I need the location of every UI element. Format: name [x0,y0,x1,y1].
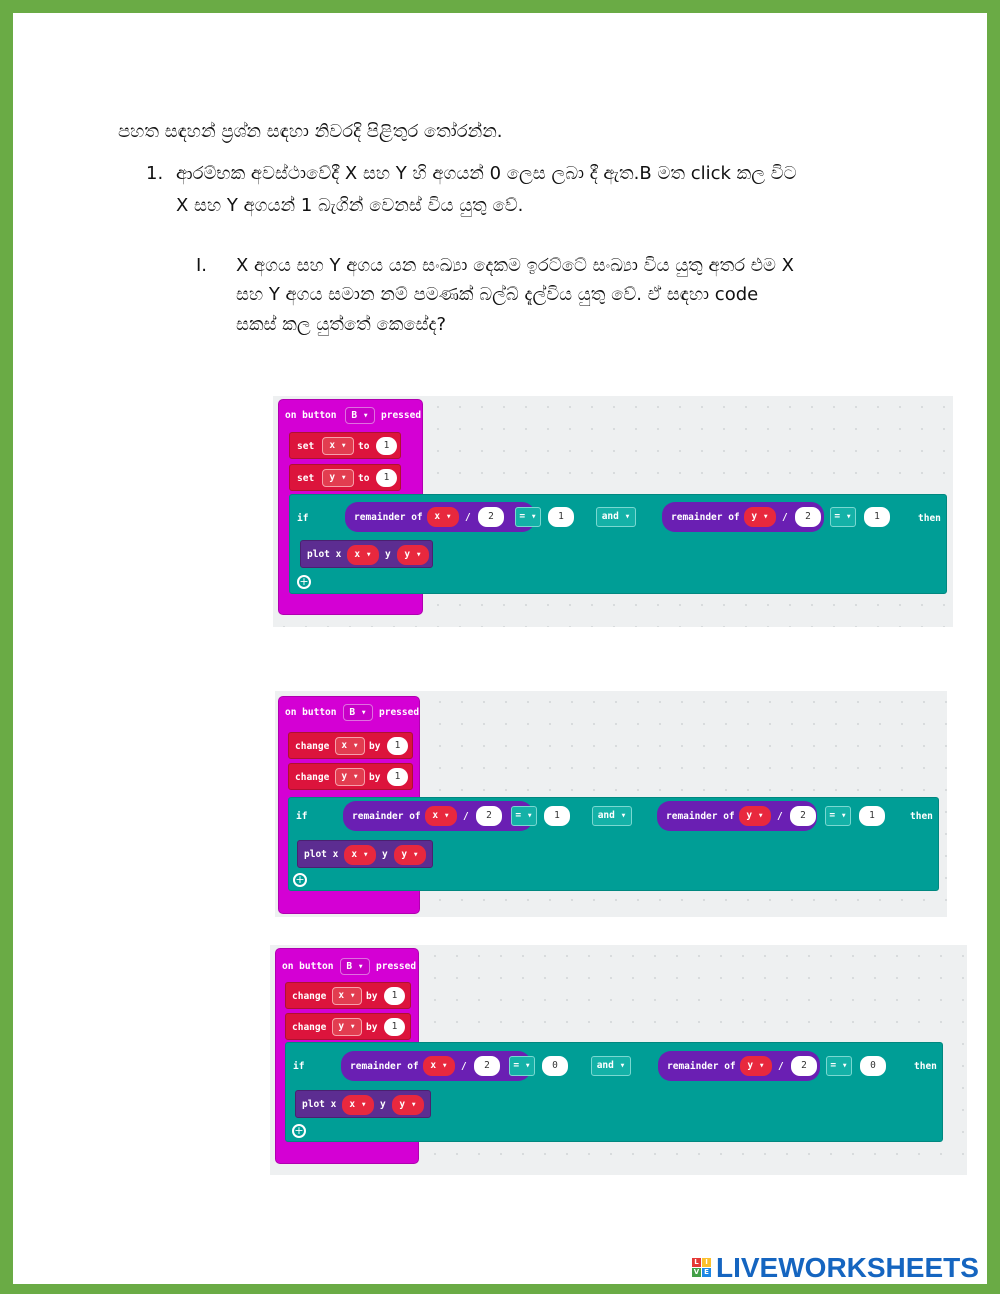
divide-operator: / [465,512,471,523]
and-operator: and [596,1060,614,1071]
variable-value: x [432,810,439,821]
if-keyword: if [293,1061,305,1072]
equals-operator: = [513,1060,520,1071]
variable-dropdown[interactable]: x ▾ [335,737,365,755]
divisor-input[interactable]: 2 [790,806,816,826]
variable-dropdown[interactable]: y ▾ [739,806,771,826]
add-else-icon[interactable]: + [292,1124,306,1138]
statement-block-1 [289,432,401,459]
statement-verb: set [297,473,315,484]
result-input[interactable]: 1 [548,507,574,527]
variable-dropdown[interactable]: y ▾ [392,1095,424,1115]
variable-dropdown[interactable]: x ▾ [423,1056,455,1076]
value-input[interactable]: 1 [376,469,397,487]
variable-value: x [434,511,441,522]
and-operator: and [601,511,619,522]
button-dropdown[interactable]: B ▾ [343,704,373,721]
divisor-input[interactable]: 2 [791,1056,817,1076]
if-keyword: if [297,513,309,524]
variable-value: x [338,990,345,1001]
event-label: on button [282,961,334,972]
remainder-label: remainder of [667,1061,736,1072]
variable-value: x [349,1099,356,1110]
variable-dropdown[interactable]: x ▾ [332,987,362,1005]
variable-dropdown[interactable]: x ▾ [342,1095,374,1115]
variable-value: y [329,472,336,483]
variable-dropdown[interactable]: y ▾ [332,1018,362,1036]
and-dropdown[interactable]: and ▾ [592,806,632,826]
statement-verb: change [295,741,330,752]
question-line-2: X සහ Y අගයන් 1 බැගින් වෙනස් විය යුතු වේ. [176,195,524,216]
variable-value: y [404,549,411,560]
button-dropdown[interactable]: B ▾ [345,407,375,424]
variable-dropdown[interactable]: x ▾ [322,437,354,455]
value-input[interactable]: 1 [384,987,405,1005]
subquestion-line-2: සහ Y අගය සමාන නම් පමණක් බල්බ් දැල්විය යුතු වේ. ඒ සඳහා code [236,284,759,305]
divisor-input[interactable]: 2 [474,1056,500,1076]
remainder-label: remainder of [671,512,740,523]
equals-dropdown[interactable]: = ▾ [826,1056,852,1076]
result-input[interactable]: 0 [542,1056,568,1076]
variable-dropdown[interactable]: y ▾ [397,545,429,565]
event-pressed-label: pressed [379,707,420,718]
variable-dropdown[interactable]: x ▾ [425,806,457,826]
remainder-expression-right [658,1051,820,1081]
equals-dropdown[interactable]: = ▾ [825,806,851,826]
remainder-expression-left [345,502,535,532]
button-dropdown[interactable]: B ▾ [340,958,370,975]
statement-verb: change [292,1022,327,1033]
variable-value: y [399,1099,406,1110]
code-option-2[interactable] [275,691,947,917]
plot-block [295,1090,431,1118]
plot-block [297,840,433,868]
remainder-label: remainder of [666,811,735,822]
statement-connector: by [369,741,381,752]
equals-operator: = [829,810,836,821]
statement-verb: change [295,772,330,783]
subquestion-number: I. [196,255,208,276]
equals-operator: = [519,511,526,522]
variable-value: x [354,549,361,560]
and-dropdown[interactable]: and ▾ [591,1056,631,1076]
logo-letter: I [702,1258,711,1267]
variable-dropdown[interactable]: x ▾ [427,507,459,527]
variable-value: y [751,511,758,522]
value-input[interactable]: 1 [384,1018,405,1036]
variable-dropdown[interactable]: y ▾ [744,507,776,527]
question-line-1: ආරම්භක අවස්ථාවේදී X සහ Y හි අගයන් 0 ලෙස ලබා දී ඇත.B මත click කල විට [176,163,797,184]
logo-letter: V [693,1268,700,1276]
add-else-icon[interactable]: + [293,873,307,887]
statement-connector: to [358,473,370,484]
equals-dropdown[interactable]: = ▾ [515,507,541,527]
remainder-expression-right [662,502,824,532]
subquestion-line-3: සකස් කල යුත්තේ කෙසේද? [236,314,447,335]
value-input[interactable]: 1 [387,737,408,755]
variable-value: y [338,1021,345,1032]
divisor-input[interactable]: 2 [478,507,504,527]
remainder-label: remainder of [352,811,421,822]
event-label: on button [285,410,337,421]
button-value: B [346,961,353,972]
statement-connector: by [366,991,378,1002]
event-label: on button [285,707,337,718]
value-input[interactable]: 1 [387,768,408,786]
variable-dropdown[interactable]: y ▾ [394,845,426,865]
statement-block-2 [288,763,413,790]
divide-operator: / [777,811,783,822]
statement-connector: to [358,441,370,452]
equals-operator: = [830,1060,837,1071]
then-keyword: then [914,1061,937,1072]
divisor-input[interactable]: 2 [476,806,502,826]
plot-label: plot x [302,1099,337,1110]
question-number: 1. [146,163,164,184]
variable-value: x [329,440,336,451]
then-keyword: then [918,513,941,524]
variable-dropdown[interactable]: x ▾ [347,545,379,565]
button-value: B [349,707,356,718]
variable-value: y [401,849,408,860]
statement-connector: by [369,772,381,783]
code-option-3[interactable] [270,945,967,1175]
logo-letter: E [702,1268,711,1277]
divide-operator: / [778,1061,784,1072]
result-input[interactable]: 0 [860,1056,886,1076]
plot-y-label: y [382,849,388,860]
plot-y-label: y [380,1099,386,1110]
plot-y-label: y [385,549,391,560]
statement-connector: by [366,1022,378,1033]
plot-label: plot x [304,849,339,860]
remainder-expression-left [341,1051,531,1081]
variable-value: y [746,810,753,821]
and-operator: and [597,810,615,821]
logo-text: LIVEWORKSHEETS [716,1252,979,1283]
result-input[interactable]: 1 [544,806,570,826]
equals-operator: = [515,810,522,821]
divide-operator: / [461,1061,467,1072]
remainder-expression-left [343,801,533,831]
then-keyword: then [910,811,933,822]
logo-letter: L [692,1258,701,1267]
variable-value: y [341,771,348,782]
result-input[interactable]: 1 [859,806,885,826]
statement-block-2 [285,1013,411,1040]
statement-block-1 [285,982,411,1009]
statement-verb: change [292,991,327,1002]
event-pressed-label: pressed [376,961,417,972]
event-pressed-label: pressed [381,410,422,421]
statement-block-2 [289,464,401,491]
value-input[interactable]: 1 [376,437,397,455]
instructions-text: පහත සඳහන් ප්‍රශ්න සඳහා නිවරදි පිළිතුර තෝරන්න. [118,121,503,142]
equals-dropdown[interactable]: = ▾ [509,1056,535,1076]
remainder-label: remainder of [354,512,423,523]
variable-value: x [430,1060,437,1071]
variable-dropdown[interactable]: x ▾ [344,845,376,865]
if-keyword: if [296,811,308,822]
remainder-expression-right [657,801,817,831]
variable-value: y [747,1060,754,1071]
equals-operator: = [834,511,841,522]
result-input[interactable]: 1 [864,507,890,527]
equals-dropdown[interactable]: = ▾ [830,507,856,527]
divisor-input[interactable]: 2 [795,507,821,527]
statement-block-1 [288,732,413,759]
variable-dropdown[interactable]: y ▾ [335,768,365,786]
divide-operator: / [782,512,788,523]
and-dropdown[interactable]: and ▾ [596,507,636,527]
code-option-1[interactable] [273,396,953,627]
plot-block [300,540,433,568]
variable-dropdown[interactable]: y ▾ [322,469,354,487]
remainder-label: remainder of [350,1061,419,1072]
plot-label: plot x [307,549,342,560]
divide-operator: / [463,811,469,822]
variable-value: x [351,849,358,860]
equals-dropdown[interactable]: = ▾ [511,806,537,826]
variable-dropdown[interactable]: y ▾ [740,1056,772,1076]
subquestion-line-1: X අගය සහ Y අගය යන සංඛ්‍යා දෙකම ඉරට්ටේ සංඛ්‍යා විය යුතු අතර එම X [236,255,794,276]
add-else-icon[interactable]: + [297,575,311,589]
statement-verb: set [297,441,315,452]
button-value: B [351,410,358,421]
variable-value: x [341,740,348,751]
